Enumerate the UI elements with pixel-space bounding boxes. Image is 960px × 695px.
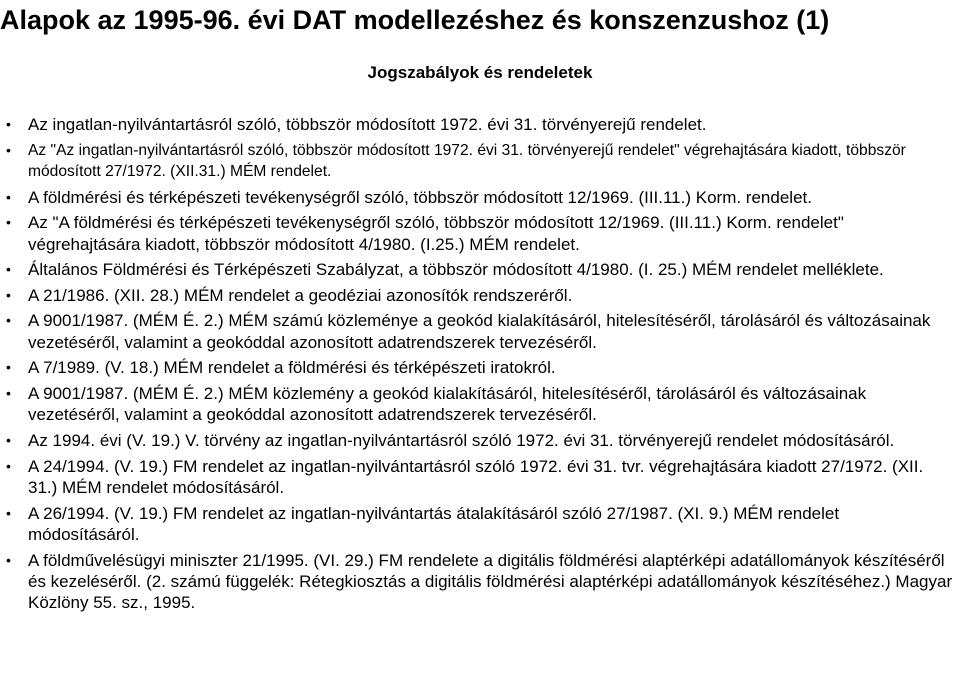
list-item-text: A 9001/1987. (MÉM É. 2.) MÉM számú közleménye a geokód kialakításáról, hitelesítéséről, tárolásáról és változásainak vezetéséről, valamint a geokóddal azonosított adatrendszerek tervezéséről.: [28, 311, 931, 352]
list-item: [0, 285, 960, 306]
list-item: [0, 259, 960, 280]
bullet-icon: •: [6, 188, 11, 205]
list-item-text: Az "A földmérési és térképészeti tevékenységről szóló, többször módosított 12/1969. (III.11.) Korm. rendelet" végrehajtására kiadott, többször módosított 4/1980. (I.25.) MÉM rendelet.: [28, 213, 844, 254]
bullet-icon: •: [6, 116, 11, 132]
list-item-text: A 7/1989. (V. 18.) MÉM rendelet a földmérési és térképészeti iratokról.: [28, 358, 556, 378]
bullet-icon: •: [6, 286, 11, 303]
bullet-icon: •: [6, 504, 11, 521]
slide-title: Alapok az 1995-96. évi DAT modellezéshez és konszenzushoz (1): [0, 5, 830, 35]
bullet-icon: •: [6, 431, 11, 448]
bullet-icon: •: [6, 261, 11, 278]
list-item-text: Az 1994. évi (V. 19.) V. törvény az ingatlan-nyilvántartásról szóló 1972. évi 31. törvényerejű rendelet módosításáról.: [28, 430, 895, 450]
bullet-icon: •: [6, 551, 11, 568]
list-item: [0, 140, 960, 183]
list-item: [0, 212, 960, 255]
bullet-icon: •: [6, 312, 11, 329]
slide-subtitle: Jogszabályok és rendeletek: [367, 63, 593, 82]
list-item: [0, 187, 960, 208]
list-item-text: A 24/1994. (V. 19.) FM rendelet az ingatlan-nyilvántartásról szóló 1972. évi 31. tvr. végrehajtására kiadott 27/1972. (XII. 31.) MÉM rendelet módosításáról.: [28, 456, 924, 497]
bullet-list: [0, 114, 960, 618]
list-item: [0, 383, 960, 426]
list-item: [0, 310, 960, 353]
bullet-icon: •: [6, 384, 11, 401]
bullet-icon: •: [6, 141, 11, 158]
list-item-text: A 21/1986. (XII. 28.) MÉM rendelet a geodéziai azonosítók rendszeréről.: [28, 285, 573, 305]
list-item: [0, 503, 960, 546]
list-item-text: A 9001/1987. (MÉM É. 2.) MÉM közlemény a geokód kialakításáról, hitelesítéséről, tárolásáról és változásainak vezetéséről, valamint a geokóddal azonosított adatrendszerek tervezéséről.: [28, 383, 867, 425]
bullet-icon: •: [6, 214, 11, 231]
list-item: [0, 357, 960, 378]
list-item: [0, 114, 960, 135]
list-item-text: A földmérési és térképészeti tevékenységről szóló, többször módosított 12/1969. (III.11.) Korm. rendelet.: [28, 187, 812, 207]
list-item: [0, 430, 960, 451]
list-item-text: A földművelésügyi miniszter 21/1995. (VI. 29.) FM rendelete a digitális földmérési alaptérképi adatállományok készítéséről és kezeléséről. (2. számú függelék: Rétegkiosztás a digitális földmérési alaptérképi adatállományok készítéséhez.) Magyar Közlöny 55. sz., 1995.: [28, 550, 953, 613]
list-item-text: Általános Földmérési és Térképészeti Szabályzat, a többször módosított 4/1980. (I. 25.) MÉM rendelet melléklete.: [28, 260, 884, 280]
list-item-text: A 26/1994. (V. 19.) FM rendelet az ingatlan-nyilvántartás átalakításáról szóló 27/1987. (XI. 9.) MÉM rendelet módosításáról.: [28, 503, 840, 544]
list-item: [0, 456, 960, 499]
bullet-icon: •: [6, 359, 11, 376]
list-item: [0, 550, 960, 614]
list-item-text: Az "Az ingatlan-nyilvántartásról szóló, többször módosított 1972. évi 31. törvényerejű rendelet" végrehajtására kiadott, többször módosított 27/1972. (XII.31.) MÉM rendelet.: [28, 141, 906, 180]
bullet-icon: •: [6, 457, 11, 474]
list-item-text: Az ingatlan-nyilvántartásról szóló, többször módosított 1972. évi 31. törvényerejű rendelet.: [28, 115, 707, 134]
